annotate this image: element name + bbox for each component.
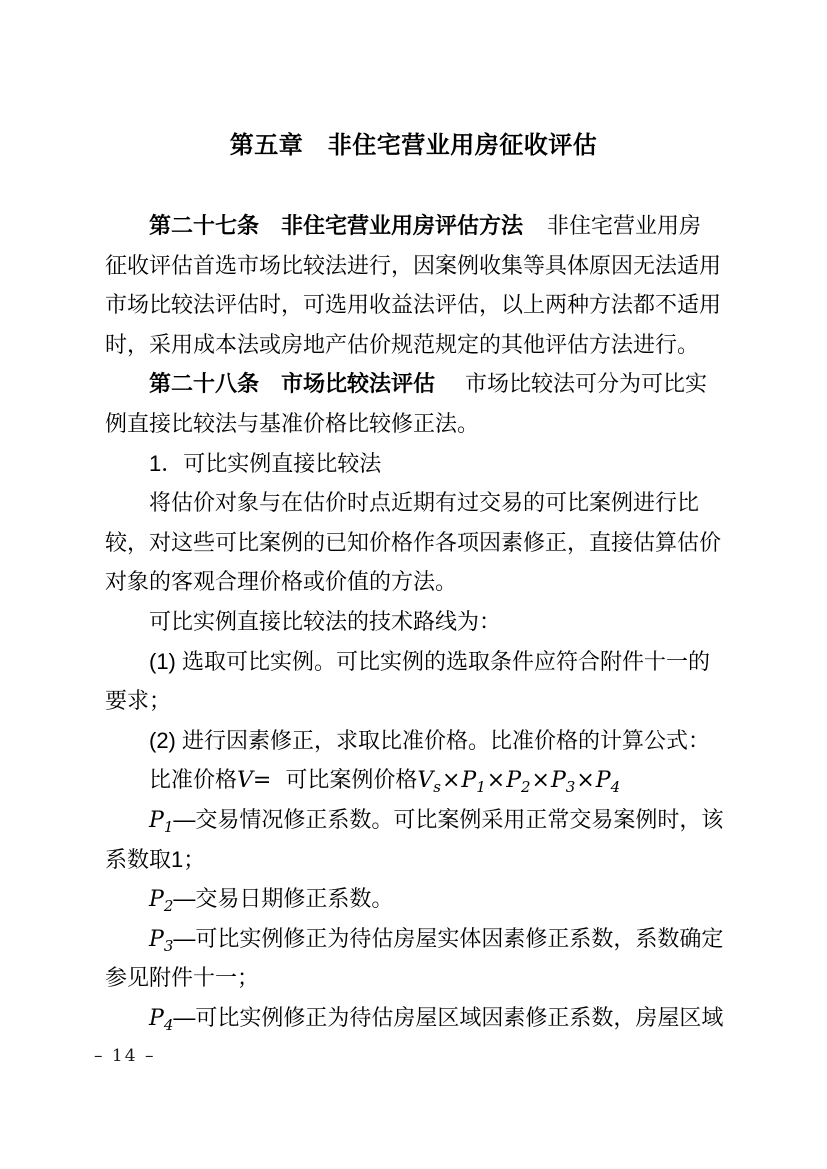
formula-var-p1-base: P (461, 768, 477, 794)
chapter-title: 第五章 非住宅营业用房征收评估 (229, 132, 598, 159)
formula-var-p4 (595, 768, 621, 797)
method-desc-line-2: 较，对这些可比案例的已知价格作各项因素修正，直接估算估价 (105, 529, 722, 555)
factor-p3-base: P (149, 926, 164, 952)
factor-p1-text: 交易情况修正系数。可比案例采用正常交易案例时，该 (195, 806, 724, 832)
formula-var-v: V (237, 768, 253, 794)
step-1-line-2: 要求； (105, 688, 172, 714)
article-27-heading: 第二十七条 非住宅营业用房评估方法 (149, 213, 524, 238)
factor-p1-line-1 (105, 800, 725, 840)
factor-p3-line-1 (105, 919, 725, 959)
formula-lhs-label: 比准价格 (149, 767, 238, 793)
formula-var-p3-sub: 3 (565, 778, 576, 797)
article-27-line-1 (105, 206, 725, 246)
article-28-line-2: 例直接比较法与基准价格比较修正法。 (105, 410, 480, 436)
formula-var-vs (417, 768, 441, 797)
times-sign: × (531, 768, 550, 794)
times-sign: × (486, 768, 506, 794)
factor-p3-dash: — (173, 925, 196, 951)
formula-var-p3-base: P (550, 768, 566, 794)
factor-p4-base: P (149, 1005, 164, 1031)
article-28-heading: 第二十八条 市场比较法评估 (149, 371, 436, 397)
method-desc-line-3: 对象的客观合理价格或价值的方法。 (105, 569, 458, 595)
page-number: – 14 – (94, 1046, 156, 1066)
factor-p2-text: 交易日期修正系数。 (195, 886, 394, 912)
article-27-line-1-text: 非住宅营业用房 (547, 213, 702, 238)
step-2-line: (2) 进行因素修正，求取比准价格。比准价格的计算公式： (149, 727, 711, 753)
factor-p3-sub: 3 (163, 936, 174, 955)
factor-p3-symbol (149, 926, 174, 955)
factor-p2-sub: 2 (163, 897, 174, 916)
formula-rhs-label: 可比案例价格 (285, 767, 418, 793)
article-27-line-4: 时，采用成本法或房地产估价规范规定的其他评估方法进行。 (105, 331, 700, 357)
factor-p2-base: P (149, 887, 164, 913)
equals-sign: = (252, 768, 272, 794)
factor-p1-symbol (149, 807, 174, 836)
article-27-line-3: 市场比较法评估时，可选用收益法评估，以上两种方法都不适用 (105, 292, 722, 318)
formula-var-p1 (461, 768, 486, 797)
document-body (105, 206, 725, 1037)
article-27-line-2: 征收评估首选市场比较法进行，因案例收集等具体原因无法适用 (105, 252, 722, 278)
formula-var-p2-base: P (506, 768, 521, 794)
formula-var-vs-base: V (417, 768, 434, 794)
formula-var-p2 (506, 768, 531, 797)
factor-p4-symbol (149, 1005, 174, 1034)
formula-var-vs-sub: s (433, 778, 441, 797)
formula-var-p4-base: P (595, 768, 611, 794)
factor-p1-line-2: 系数取1； (105, 846, 206, 872)
method-desc-line-1: 将估价对象与在估价时点近期有过交易的可比案例进行比 (149, 490, 700, 516)
factor-p4-dash: — (173, 1004, 196, 1030)
article-28-line-1 (105, 364, 725, 404)
factor-p3-line-2: 参见附件十一； (105, 965, 260, 991)
factor-p3-text: 可比实例修正为待估房屋实体因素修正系数，系数确定 (195, 925, 724, 951)
formula-var-p1-sub: 1 (476, 778, 486, 797)
factor-p4-line-1 (105, 998, 725, 1038)
item-1-title: 1．可比实例直接比较法 (149, 450, 382, 476)
formula-var-p3 (550, 768, 576, 797)
formula-var-p2-sub: 2 (521, 778, 531, 797)
factor-p2-line-1 (105, 879, 725, 919)
factor-p2-symbol (149, 887, 174, 916)
factor-p1-sub: 1 (163, 817, 174, 836)
formula-var-p4-sub: 4 (610, 778, 621, 797)
formula-line (105, 760, 725, 800)
factor-p1-dash: — (173, 806, 196, 832)
factor-p2-dash: — (173, 886, 196, 912)
step-1-line-1: (1) 选取可比实例。可比实例的选取条件应符合附件十一的 (149, 648, 711, 674)
route-intro: 可比实例直接比较法的技术路线为： (149, 608, 502, 634)
times-sign: × (441, 768, 461, 794)
article-28-line-1-text: 市场比较法可分为可比实 (465, 371, 708, 397)
factor-p4-text: 可比实例修正为待估房屋区域因素修正系数，房屋区域 (195, 1004, 724, 1030)
factor-p1-base: P (149, 807, 164, 833)
factor-p4-sub: 4 (163, 1015, 174, 1034)
times-sign: × (576, 768, 595, 794)
